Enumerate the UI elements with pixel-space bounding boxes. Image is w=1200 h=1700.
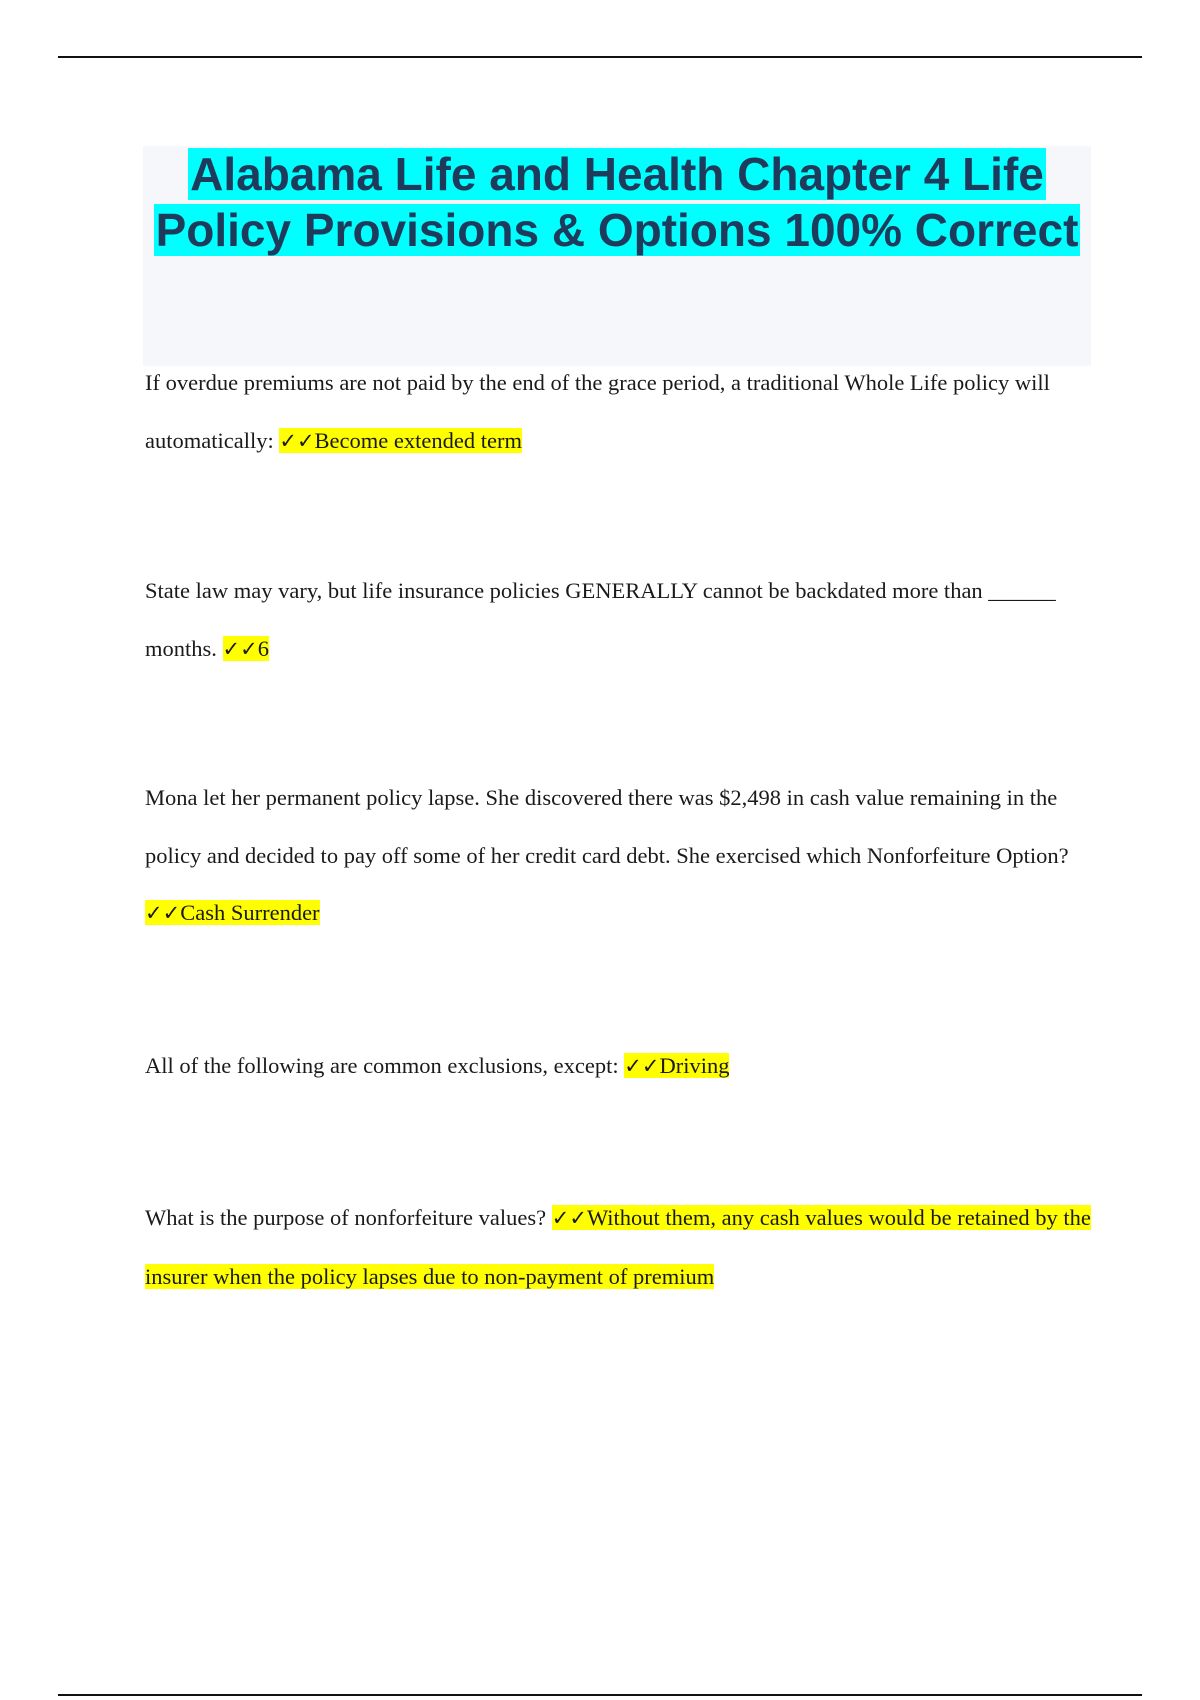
answer-highlight [279,428,522,453]
bottom-rule [58,1694,1142,1696]
top-rule [58,56,1142,58]
answer-text: Without them, any cash values would be retained by the insurer when the policy lapses due to non-payment of premium [145,1205,1091,1289]
qa-item-5 [145,1189,1095,1305]
title-highlight: Alabama Life and Health Chapter 4 Life Policy Provisions & Options 100% Correct [155,148,1079,256]
answer-highlight [145,900,320,925]
answer-highlight [624,1053,729,1078]
title-block [143,146,1091,366]
qa-item-4 [145,1037,1095,1096]
answer-text: Become extended term [314,427,522,453]
question-text: What is the purpose of nonforfeiture values? [145,1205,547,1230]
qa-item-2 [145,562,1095,678]
question-text: Mona let her permanent policy lapse. She discovered there was $2,498 in cash value remaining in the policy and decided to pay off some of her credit card debt. She exercised which Nonforfeiture Option? [145,785,1069,868]
double-check-icon: ✓✓ [222,636,258,661]
question-text: State law may vary, but life insurance policies GENERALLY cannot be backdated more than ______ months. [145,578,1056,661]
document-title [143,146,1091,258]
answer-highlight [223,636,269,661]
qa-item-3 [145,769,1095,943]
answer-text: 6 [257,635,269,661]
qa-item-1 [145,354,1095,470]
double-check-icon: ✓✓ [551,1206,587,1230]
answer-text: Driving [659,1053,730,1078]
question-text: All of the following are common exclusions, except: [145,1053,619,1078]
question-text: If overdue premiums are not paid by the end of the grace period, a traditional Whole Life policy will automatically: [145,370,1050,453]
double-check-icon: ✓✓ [145,901,181,925]
double-check-icon: ✓✓ [624,1054,660,1078]
double-check-icon: ✓✓ [279,428,315,453]
answer-text: Cash Surrender [180,900,320,925]
